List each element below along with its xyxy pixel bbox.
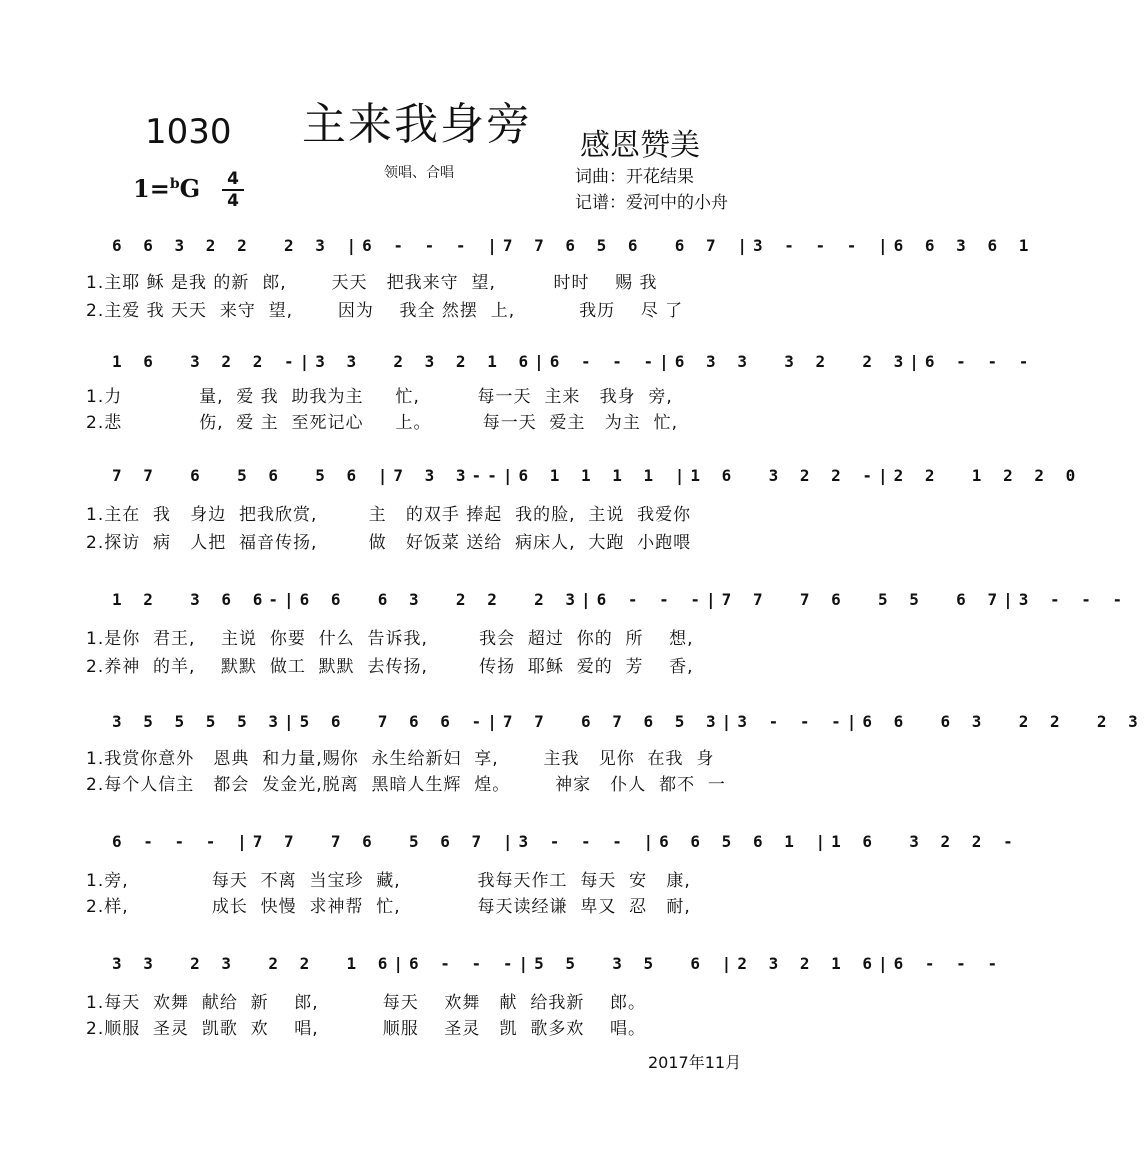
lyric-verse-2: 2.养神 的羊, 默默 做工 默默 去传扬, 传扬 耶稣 爱的 芳 香, — [86, 657, 694, 677]
note-line: 1 2 3 6 6-|6 6 6 3 2 2 2 3|6 - - -|7 7 7 6 5 5 6 7|3 - - - — [112, 590, 1129, 609]
lyric-verse-2: 2.顺服 圣灵 凯歌 欢 唱, 顺服 圣灵 凯 歌多欢 唱。 — [86, 1019, 646, 1039]
note-line: 3 5 5 5 5 3|5 6 7 6 6 -|7 7 6 7 6 5 3|3 - - -|6 6 6 3 2 2 2 3 — [112, 712, 1144, 731]
lyric-verse-1: 1.旁, 每天 不离 当宝珍 藏, 我每天作工 每天 安 康, — [86, 871, 691, 891]
flat-sign: b — [169, 176, 180, 192]
note-line: 6 - - - |7 7 7 6 5 6 7 |3 - - - |6 6 5 6 1 |1 6 3 2 2 - — [112, 832, 1019, 851]
lyric-verse-1: 1.每天 欢舞 献给 新 郎, 每天 欢舞 献 给我新 郎。 — [86, 993, 646, 1013]
notation-system-3 — [112, 456, 1082, 496]
voicing-label: 领唱、合唱 — [384, 165, 454, 181]
key-signature — [133, 174, 200, 203]
notation-system-7 — [112, 944, 1004, 984]
lyric-verse-2: 2.主爱 我 天天 来守 望, 因为 我全 然摆 上, 我历 尽 了 — [86, 301, 684, 321]
lyricist-credit: 词曲：开花结果 — [575, 167, 694, 187]
lyric-verse-1: 1.我赏你意外 恩典 和力量,赐你 永生给新妇 享, 主我 见你 在我 身 — [86, 749, 715, 769]
notation-system-4 — [112, 580, 1129, 620]
notation-system-5 — [112, 702, 1144, 742]
lyric-verse-2: 2.探访 病 人把 福音传扬, 做 好饭菜 送给 病床人, 大跑 小跑喂 — [86, 533, 692, 553]
note-line: 7 7 6 5 6 5 6 |7 3 3--|6 1 1 1 1 |1 6 3 2 2 -|2 2 1 2 2 0 — [112, 466, 1082, 485]
lyric-verse-1: 1.力 量, 爱 我 助我为主 忙, 每一天 主来 我身 旁, — [86, 387, 673, 407]
lyric-verse-2: 2.悲 伤, 爱 主 至死记心 上。 每一天 爱主 为主 忙, — [86, 413, 678, 433]
key-note: G — [179, 174, 201, 203]
lyric-verse-1: 1.主在 我 身边 把我欣赏, 主 的双手 捧起 我的脸, 主说 我爱你 — [86, 505, 692, 525]
lyric-verse-2: 2.样, 成长 快慢 求神帮 忙, 每天读经谦 卑又 忍 耐, — [86, 897, 691, 917]
note-line: 6 6 3 2 2 2 3 |6 - - - |7 7 6 5 6 6 7 |3 - - - |6 6 3 6 1 — [112, 236, 1035, 255]
date-label: 2017年11月 — [648, 1053, 742, 1072]
key-prefix: 1= — [133, 174, 170, 203]
song-title: 主来我身旁 — [302, 99, 532, 150]
time-signature — [222, 170, 244, 210]
lyric-verse-2: 2.每个人信主 都会 发金光,脱离 黑暗人生辉 煌。 神家 仆人 都不 一 — [86, 775, 726, 795]
lyric-verse-1: 1.主耶 稣 是我 的新 郎, 天天 把我来守 望, 时时 赐 我 — [86, 273, 658, 293]
notation-system-6 — [112, 822, 1019, 862]
time-signature-top: 4 — [227, 169, 239, 189]
notation-system-1 — [112, 226, 1035, 266]
transcriber-credit: 记谱：爱河中的小舟 — [575, 193, 728, 213]
note-line: 1 6 3 2 2 -|3 3 2 3 2 1 6|6 - - -|6 3 3 3 2 2 3|6 - - - — [112, 352, 1035, 371]
notation-system-2 — [112, 342, 1035, 382]
lyric-verse-1: 1.是你 君王, 主说 你要 什么 告诉我, 我会 超过 你的 所 想, — [86, 629, 694, 649]
time-signature-bottom: 4 — [227, 191, 239, 211]
hymn-number: 1030 — [145, 112, 232, 152]
collection-name: 感恩赞美 — [580, 128, 700, 163]
note-line: 3 3 2 3 2 2 1 6|6 - - -|5 5 3 5 6 |2 3 2 1 6|6 - - - — [112, 954, 1004, 973]
